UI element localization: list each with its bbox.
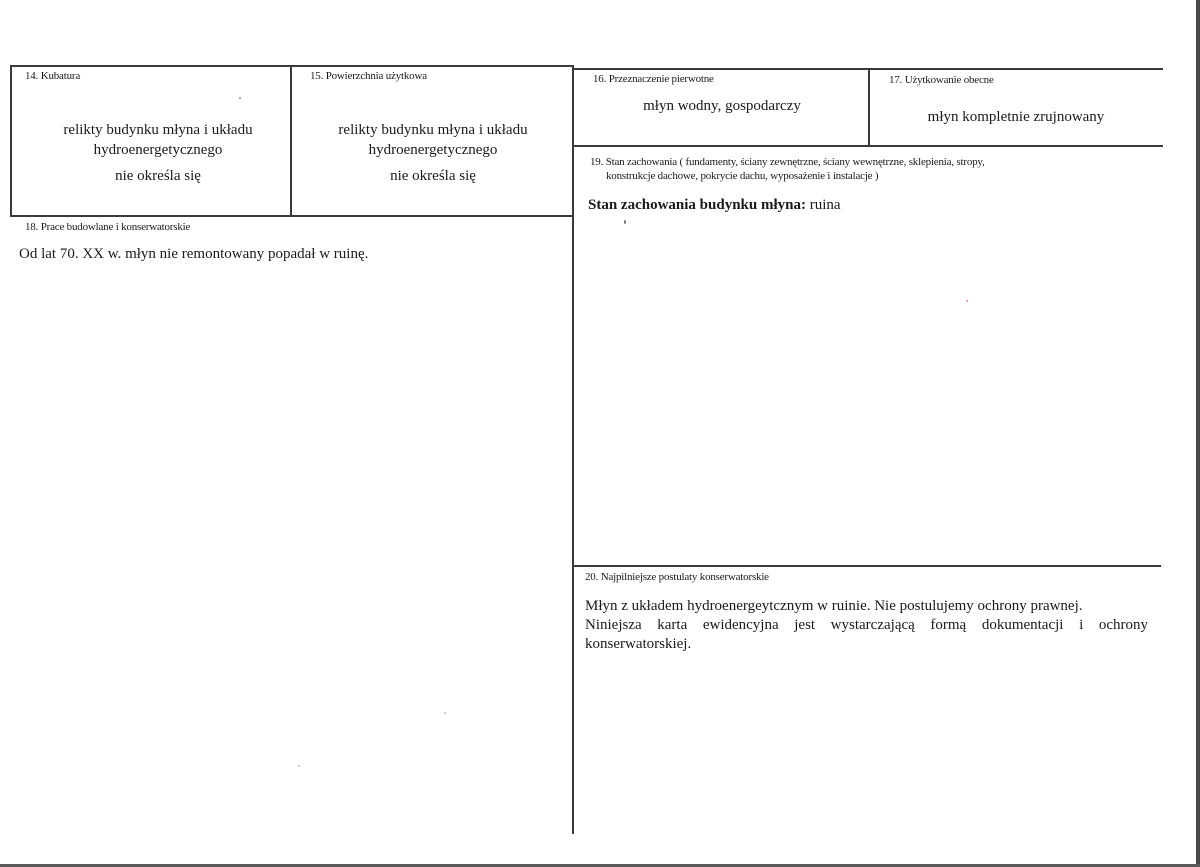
rule-left-edge	[10, 65, 12, 217]
field-14-label: 14. Kubatura	[25, 70, 81, 82]
field-15-value-line1: relikty budynku młyna i układu hydroenergetycznego	[338, 122, 528, 158]
scan-speck	[298, 765, 300, 767]
rule-under-16-17	[574, 145, 1163, 147]
rule-under-14-15	[10, 215, 574, 217]
scan-speck	[239, 97, 241, 99]
rule-under-19	[574, 565, 1161, 567]
field-16-label: 16. Przeznaczenie pierwotne	[593, 73, 714, 85]
field-15-value-line2: nie określa się	[390, 168, 476, 184]
scan-speck	[624, 220, 626, 224]
field-19-label-line2: konstrukcje dachowe, pokrycie dachu, wyposażenie i instalacje )	[606, 170, 879, 182]
field-19-value-rest: ruina	[805, 197, 841, 213]
field-14-value-line1: relikty budynku młyna i układu hydroenergetycznego	[63, 122, 253, 158]
field-19-value	[588, 196, 1148, 215]
rule-divider-14-15	[290, 66, 292, 216]
scan-edge-right	[1196, 0, 1200, 867]
field-20-label: 20. Najpilniejsze postulaty konserwatorskie	[585, 571, 769, 583]
field-18-label: 18. Prace budowlane i konserwatorskie	[25, 221, 191, 233]
field-16-value: młyn wodny, gospodarczy	[643, 98, 801, 114]
field-15-label: 15. Powierzchnia użytkowa	[310, 70, 427, 82]
field-14-value-line2: nie określa się	[115, 168, 201, 184]
field-17-value: młyn kompletnie zrujnowany	[927, 109, 1105, 125]
field-19-value-bold: Stan zachowania budynku młyna:	[588, 197, 806, 213]
field-20-value-line2: Niniejsza karta ewidencyjna jest wystarczającą formą dokumentacji i ochrony konserwatorskiej.	[585, 617, 1148, 652]
field-20-value	[585, 597, 1148, 654]
field-18-value: Od lat 70. XX w. młyn nie remontowany popadał w ruinę.	[19, 246, 369, 262]
field-17-label: 17. Użytkowanie obecne	[889, 74, 994, 86]
field-19-label-line1: 19. Stan zachowania ( fundamenty, ściany zewnętrzne, ściany wewnętrzne, sklepienia, stropy,	[590, 156, 985, 168]
rule-top-left	[10, 65, 574, 67]
field-15-value	[308, 120, 558, 186]
scan-speck	[966, 300, 968, 302]
field-14-value	[28, 120, 288, 186]
field-20-value-line1: Młyn z układem hydroenergeytcznym w ruinie. Nie postulujemy ochrony prawnej.	[585, 598, 1083, 614]
rule-center-divider	[572, 66, 574, 834]
scan-speck	[444, 712, 446, 714]
